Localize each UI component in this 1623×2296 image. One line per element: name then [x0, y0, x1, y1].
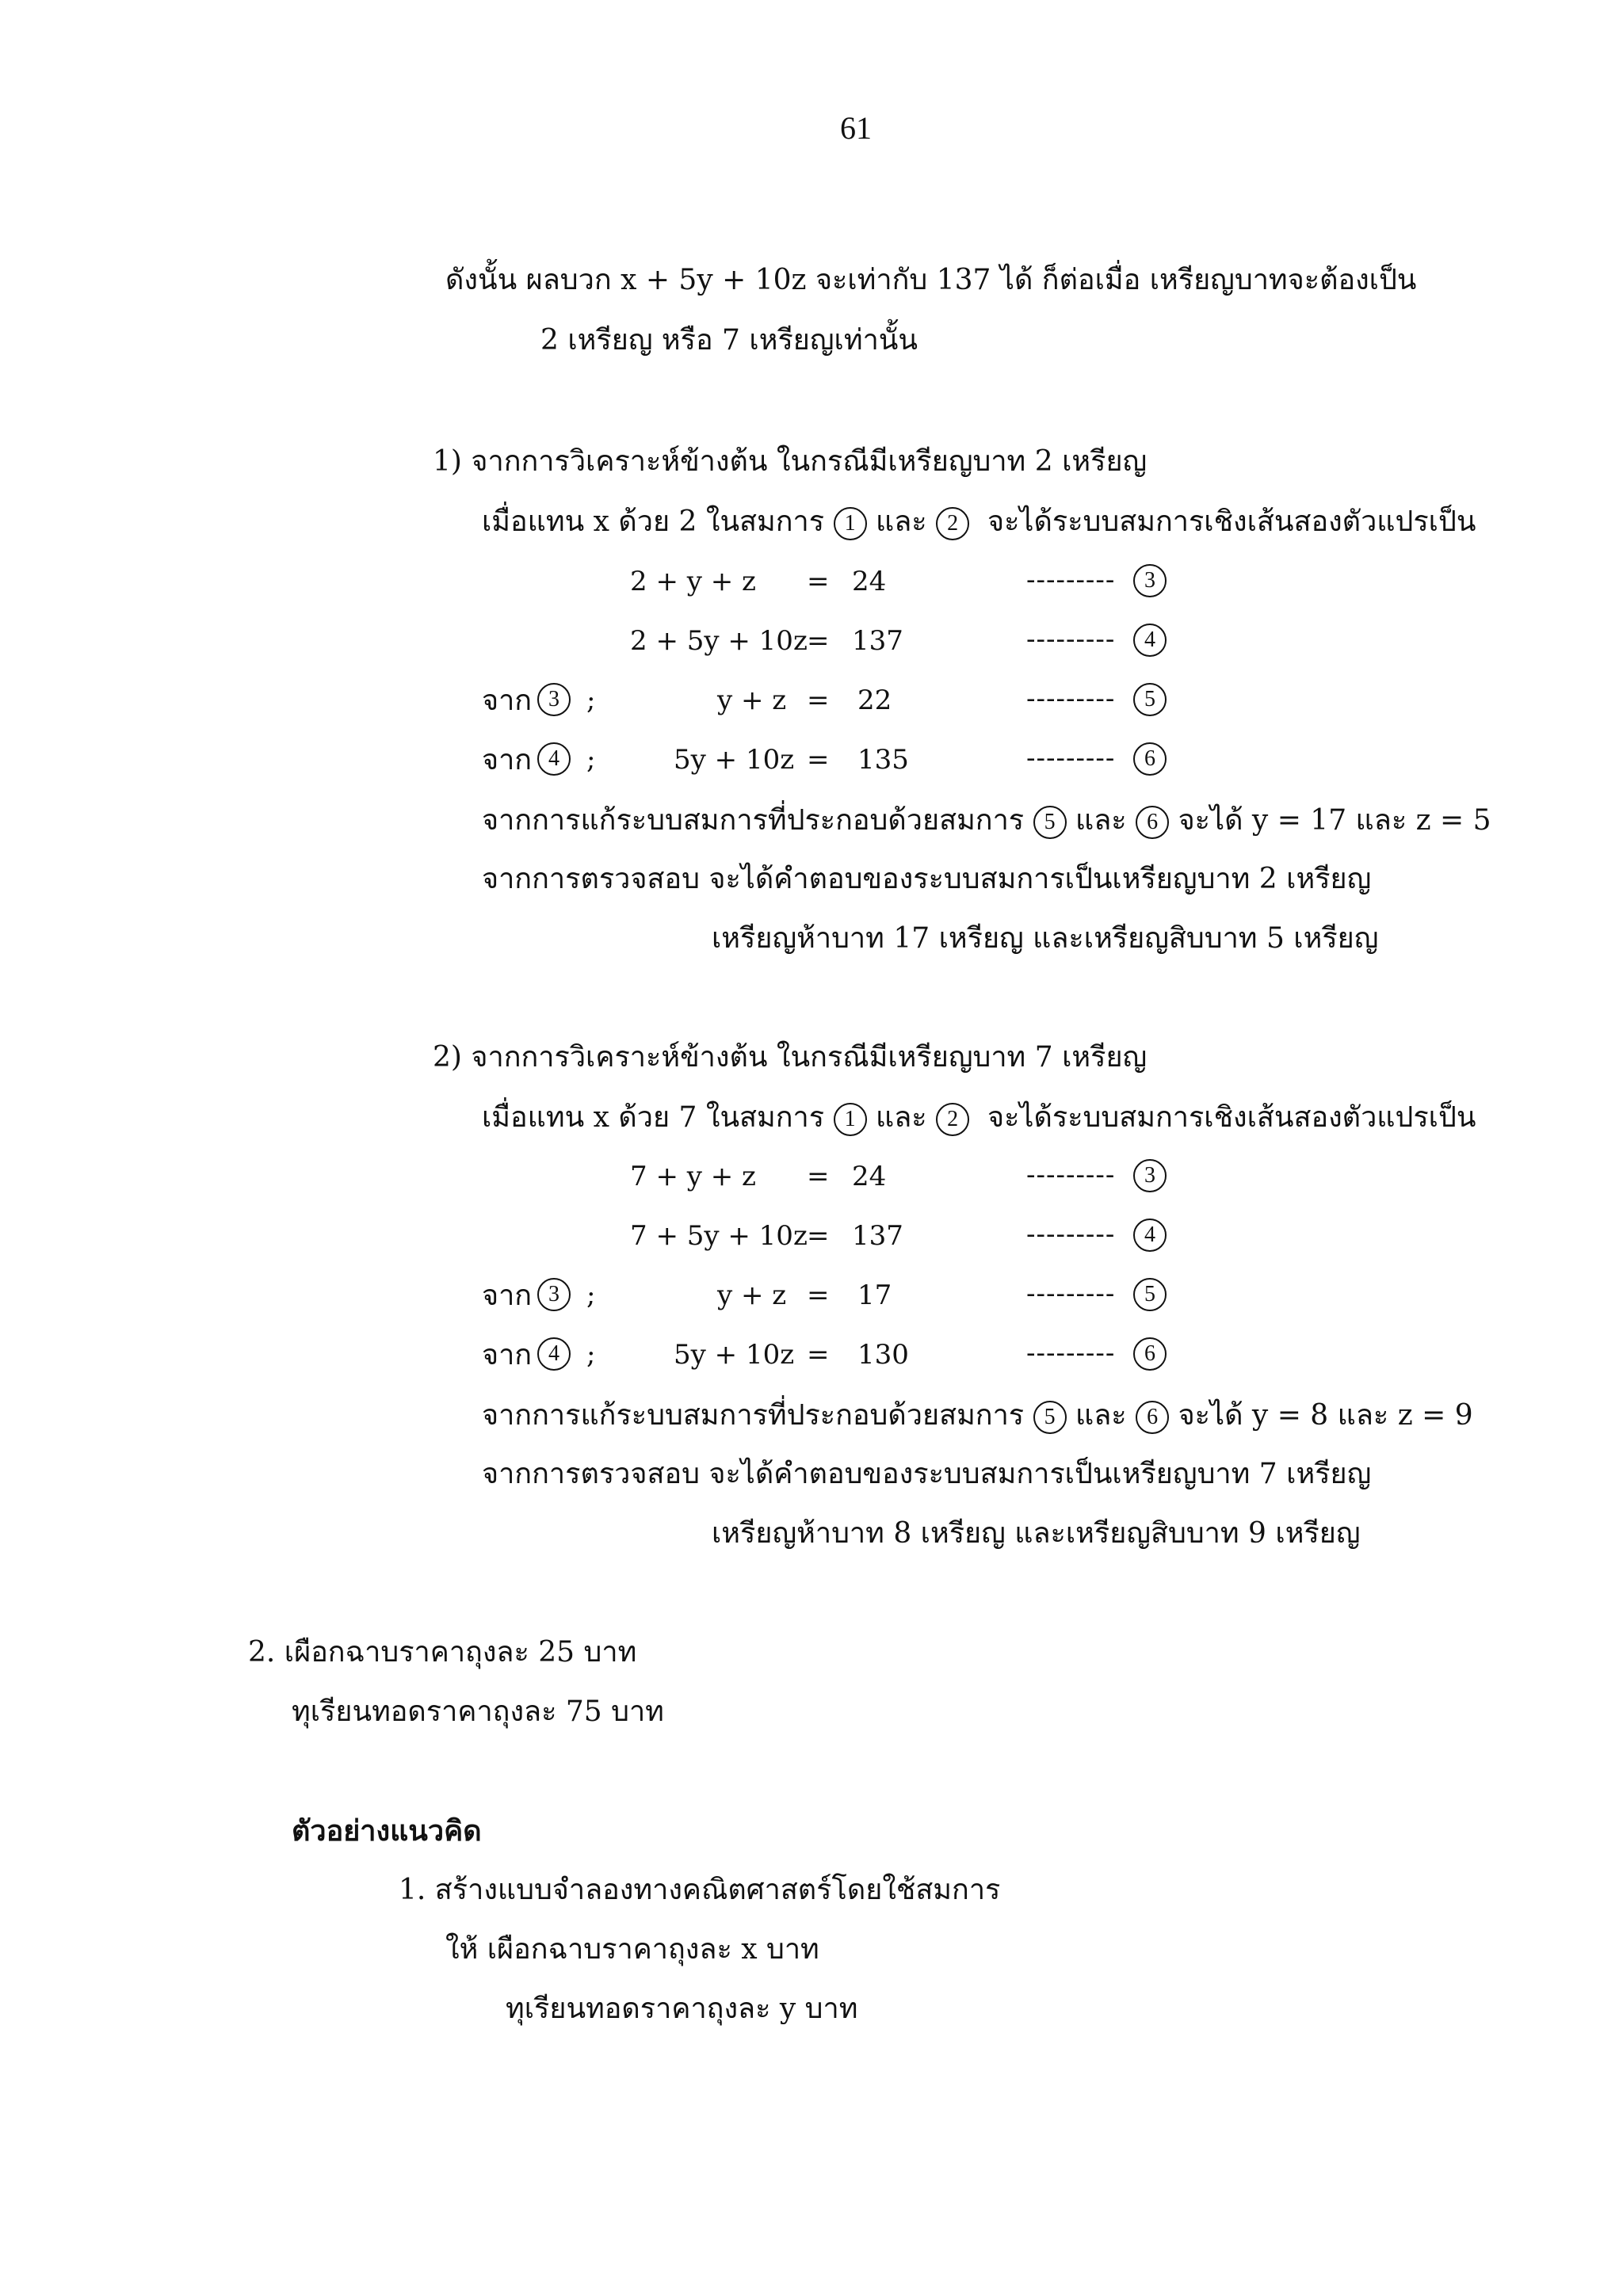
case2-eq4-prefix: จาก — [482, 1339, 533, 1371]
case2-eq2-dash: --------- — [1026, 1219, 1116, 1250]
case2-sub-post: จะได้ระบบสมการเชิงเส้นสองตัวแปรเป็น — [987, 1101, 1476, 1134]
case1-eq1-dash: --------- — [1026, 564, 1116, 596]
case2-eq4-sep: ; — [586, 1339, 596, 1371]
case1-eq2-lhs: 2 + 5y + 10z — [630, 625, 808, 657]
case2-eq1-dash: --------- — [1026, 1159, 1116, 1191]
case2-eq2-equals: = — [807, 1220, 830, 1252]
circled-number-1: 1 — [834, 507, 867, 540]
circled-number-4: 4 — [537, 1337, 571, 1371]
case2-check-line-1: จากการตรวจสอบ จะได้คำตอบของระบบสมการเป็นเหรียญบาท 7 เหรียญ — [482, 1458, 1372, 1490]
case1-eq3-rhs: 22 — [857, 685, 892, 716]
intro-line-1: ดังนั้น ผลบวก x + 5y + 10z จะเท่ากับ 137 ได้ ก็ต่อเมื่อ เหรียญบาทจะต้องเป็น — [445, 264, 1417, 296]
case2-sub-and: และ — [876, 1101, 927, 1134]
case1-eq1-lhs: 2 + y + z — [630, 566, 756, 597]
circled-number-5: 5 — [1133, 1278, 1167, 1311]
case2-eq4-rhs: 130 — [857, 1339, 909, 1371]
page-number: 61 — [840, 110, 872, 146]
circled-number-2: 2 — [936, 1103, 969, 1136]
case1-eq4-equals: = — [807, 744, 830, 776]
case2-eq1-lhs: 7 + y + z — [630, 1161, 756, 1192]
case2-eq3-equals: = — [807, 1280, 830, 1311]
example-let-1: ให้ เผือกฉาบราคาถุงละ x บาท — [445, 1933, 819, 1966]
case2-eq1-rhs: 24 — [852, 1161, 887, 1192]
case1-eq4-dash: --------- — [1026, 742, 1116, 774]
circled-number-6: 6 — [1133, 1337, 1167, 1371]
circled-number-6: 6 — [1136, 1401, 1169, 1434]
problem2-line-2: ทุเรียนทอดราคาถุงละ 75 บาท — [292, 1695, 664, 1728]
case2-sub-pre: เมื่อแทน x ด้วย 7 ในสมการ — [482, 1101, 825, 1134]
case2-solve-line — [482, 1401, 1473, 1434]
circled-number-1: 1 — [834, 1103, 867, 1136]
case1-eq3-dash: --------- — [1026, 683, 1116, 715]
case1-eq3-prefix: จาก — [482, 685, 533, 717]
circled-number-6: 6 — [1133, 742, 1167, 776]
circled-number-4: 4 — [1133, 1219, 1167, 1252]
example-let-2: ทุเรียนทอดราคาถุงละ y บาท — [506, 1993, 858, 2025]
case1-eq4-prefix: จาก — [482, 744, 533, 776]
case1-eq4-sep: ; — [586, 744, 596, 776]
case1-eq3-sep: ; — [586, 685, 596, 716]
case2-substitution — [482, 1103, 1476, 1136]
problem2-line-1: 2. เผือกฉาบราคาถุงละ 25 บาท — [248, 1636, 637, 1669]
case1-solve-pre: จากการแก้ระบบสมการที่ประกอบด้วยสมการ — [482, 804, 1025, 837]
case2-eq3-rhs: 17 — [857, 1280, 892, 1311]
circled-number-2: 2 — [936, 507, 969, 540]
circled-number-3: 3 — [537, 1278, 571, 1311]
case1-check-line-1: จากการตรวจสอบ จะได้คำตอบของระบบสมการเป็นเหรียญบาท 2 เหรียญ — [482, 863, 1372, 895]
case2-solve-post: จะได้ y = 8 และ z = 9 — [1178, 1399, 1473, 1432]
case1-solve-and: และ — [1075, 804, 1127, 837]
circled-number-4: 4 — [537, 742, 571, 776]
circled-number-3: 3 — [1133, 564, 1167, 597]
case2-check-line-2: เหรียญห้าบาท 8 เหรียญ และเหรียญสิบบาท 9 เหรียญ — [712, 1517, 1361, 1550]
case1-substitution — [482, 507, 1476, 540]
case1-sub-and: และ — [876, 505, 927, 538]
example-title: ตัวอย่างแนวคิด — [292, 1814, 482, 1848]
circled-number-5: 5 — [1133, 683, 1167, 716]
case1-heading: 1) จากการวิเคราะห์ข้างต้น ในกรณีมีเหรียญบาท 2 เหรียญ — [433, 445, 1148, 478]
circled-number-6: 6 — [1136, 806, 1169, 839]
case1-eq1-rhs: 24 — [852, 566, 887, 597]
case2-solve-pre: จากการแก้ระบบสมการที่ประกอบด้วยสมการ — [482, 1399, 1025, 1432]
case2-eq4-dash: --------- — [1026, 1337, 1116, 1369]
case1-eq4-lhs: 5y + 10z — [674, 744, 795, 776]
circled-number-5: 5 — [1033, 1401, 1067, 1434]
case1-eq3-lhs: y + z — [717, 685, 787, 716]
case1-eq2-equals: = — [807, 625, 830, 657]
case1-eq2-dash: --------- — [1026, 624, 1116, 655]
case1-check-line-2: เหรียญห้าบาท 17 เหรียญ และเหรียญสิบบาท 5 เหรียญ — [712, 922, 1379, 955]
case1-solve-post: จะได้ y = 17 และ z = 5 — [1178, 804, 1491, 837]
case1-eq2-rhs: 137 — [852, 625, 903, 657]
case2-eq3-lhs: y + z — [717, 1280, 787, 1311]
intro-line-2: 2 เหรียญ หรือ 7 เหรียญเท่านั้น — [540, 324, 918, 357]
case2-eq1-equals: = — [807, 1161, 830, 1192]
case1-eq4-rhs: 135 — [857, 744, 909, 776]
circled-number-3: 3 — [1133, 1159, 1167, 1192]
case2-eq3-prefix: จาก — [482, 1280, 533, 1312]
case1-eq1-equals: = — [807, 566, 830, 597]
case1-solve-line — [482, 806, 1491, 839]
case2-solve-and: และ — [1075, 1399, 1127, 1432]
case2-heading: 2) จากการวิเคราะห์ข้างต้น ในกรณีมีเหรียญบาท 7 เหรียญ — [433, 1041, 1148, 1074]
case1-eq3-equals: = — [807, 685, 830, 716]
case2-eq2-rhs: 137 — [852, 1220, 903, 1252]
example-step-1: 1. สร้างแบบจำลองทางคณิตศาสตร์โดยใช้สมการ — [399, 1874, 1001, 1906]
circled-number-3: 3 — [537, 683, 571, 716]
case2-eq3-dash: --------- — [1026, 1278, 1116, 1310]
circled-number-4: 4 — [1133, 624, 1167, 657]
case1-sub-pre: เมื่อแทน x ด้วย 2 ในสมการ — [482, 505, 825, 538]
case1-sub-post: จะได้ระบบสมการเชิงเส้นสองตัวแปรเป็น — [987, 505, 1476, 538]
case2-eq3-sep: ; — [586, 1280, 596, 1311]
circled-number-5: 5 — [1033, 806, 1067, 839]
case2-eq2-lhs: 7 + 5y + 10z — [630, 1220, 808, 1252]
case2-eq4-equals: = — [807, 1339, 830, 1371]
case2-eq4-lhs: 5y + 10z — [674, 1339, 795, 1371]
